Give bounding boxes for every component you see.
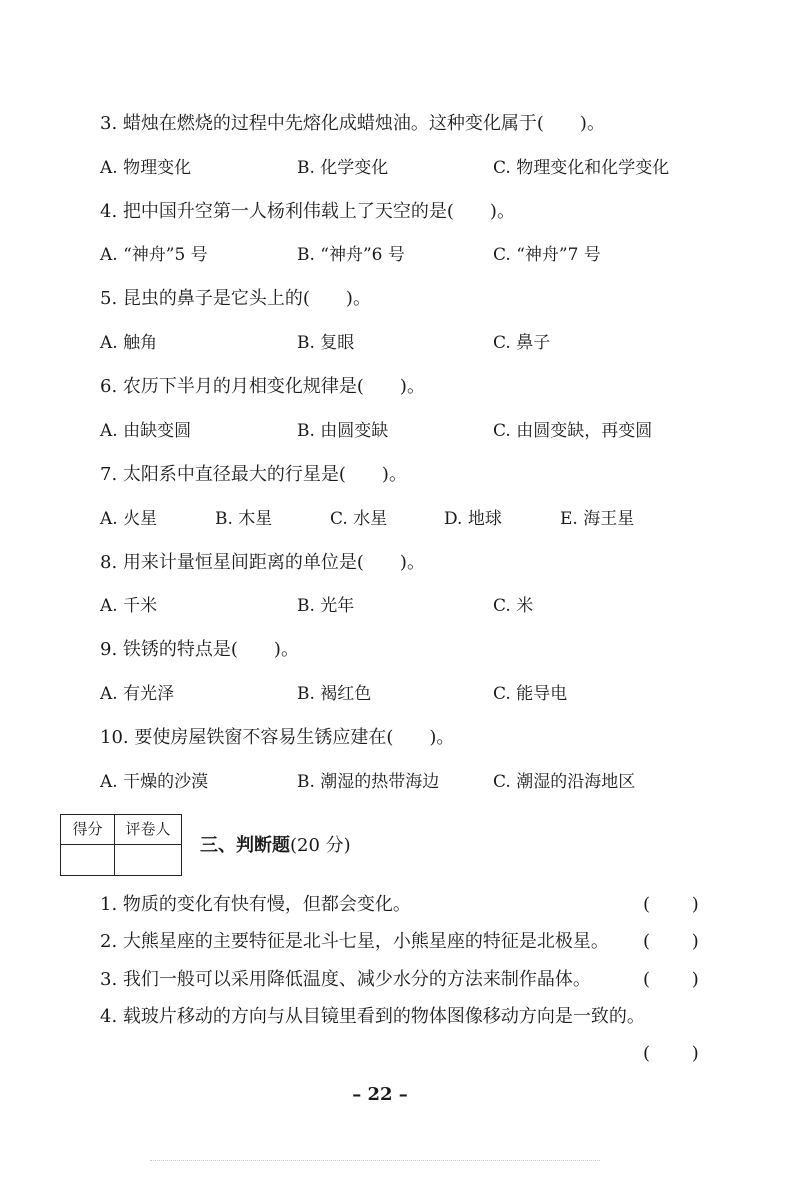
question-5: 5. 昆虫的鼻子是它头上的( )。 bbox=[100, 288, 371, 309]
question-10: 10. 要使房屋铁窗不容易生锈应建在( )。 bbox=[100, 727, 455, 748]
question-3-option-a: A. 物理变化 bbox=[100, 158, 192, 178]
section-title bbox=[200, 834, 351, 858]
question-5-option-b: B. 复眼 bbox=[297, 333, 355, 353]
question-4-option-a: A. “神舟”5 号 bbox=[100, 245, 208, 265]
question-3: 3. 蜡烛在燃烧的过程中先熔化成蜡烛油。这种变化属于( )。 bbox=[100, 113, 605, 134]
question-4: 4. 把中国升空第一人杨利伟载上了天空的是( )。 bbox=[100, 201, 515, 222]
question-7-option-a: A. 火星 bbox=[100, 509, 158, 529]
question-8-option-c: C. 米 bbox=[493, 596, 534, 616]
page-number: – 22 – bbox=[352, 1084, 408, 1105]
question-4-option-b: B. “神舟”6 号 bbox=[297, 245, 405, 265]
question-6: 6. 农历下半月的月相变化规律是( )。 bbox=[100, 376, 425, 397]
judgment-4: 4. 载玻片移动的方向与从目镜里看到的物体图像移动方向是一致的。 bbox=[100, 1006, 645, 1027]
question-8-option-b: B. 光年 bbox=[297, 596, 355, 616]
judgment-3: 3. 我们一般可以采用降低温度、减少水分的方法来制作晶体。 bbox=[100, 969, 591, 990]
question-9-option-b: B. 褐红色 bbox=[297, 684, 372, 704]
question-6-option-b: B. 由圆变缺 bbox=[297, 421, 389, 441]
reviewer-cell[interactable] bbox=[115, 845, 181, 875]
question-4-option-c: C. “神舟”7 号 bbox=[493, 245, 601, 265]
bleed-through-artifact bbox=[150, 1160, 600, 1177]
section-title-text: 三、判断题 bbox=[200, 835, 290, 856]
section-score: (20 分) bbox=[290, 835, 351, 856]
judgment-1-answer[interactable]: ( ) bbox=[643, 894, 699, 915]
judgment-3-answer[interactable]: ( ) bbox=[643, 969, 699, 990]
question-10-option-a: A. 干燥的沙漠 bbox=[100, 772, 209, 792]
question-8: 8. 用来计量恒星间距离的单位是( )。 bbox=[100, 552, 425, 573]
judgment-2: 2. 大熊星座的主要特征是北斗七星，小熊星座的特征是北极星。 bbox=[100, 931, 609, 952]
judgment-2-answer[interactable]: ( ) bbox=[643, 931, 699, 952]
question-3-option-b: B. 化学变化 bbox=[297, 158, 389, 178]
judgment-1: 1. 物质的变化有快有慢，但都会变化。 bbox=[100, 894, 411, 915]
score-table bbox=[60, 814, 182, 876]
reviewer-label: 评卷人 bbox=[115, 815, 181, 845]
question-5-option-c: C. 鼻子 bbox=[493, 333, 551, 353]
question-7-option-e: E. 海王星 bbox=[560, 509, 635, 529]
question-7-option-d: D. 地球 bbox=[444, 509, 502, 529]
question-3-option-c: C. 物理变化和化学变化 bbox=[493, 158, 670, 178]
judgment-4-answer[interactable]: ( ) bbox=[643, 1043, 699, 1064]
question-9: 9. 铁锈的特点是( )。 bbox=[100, 639, 299, 660]
score-cell[interactable] bbox=[61, 845, 115, 875]
score-label: 得分 bbox=[61, 815, 115, 845]
question-7-option-c: C. 水星 bbox=[330, 509, 388, 529]
question-10-option-c: C. 潮湿的沿海地区 bbox=[493, 772, 636, 792]
question-6-option-a: A. 由缺变圆 bbox=[100, 421, 192, 441]
question-6-option-c: C. 由圆变缺，再变圆 bbox=[493, 421, 653, 441]
question-7-option-b: B. 木星 bbox=[215, 509, 273, 529]
question-9-option-a: A. 有光泽 bbox=[100, 684, 175, 704]
question-9-option-c: C. 能导电 bbox=[493, 684, 568, 704]
question-7: 7. 太阳系中直径最大的行星是( )。 bbox=[100, 464, 407, 485]
question-8-option-a: A. 千米 bbox=[100, 596, 158, 616]
question-10-option-b: B. 潮湿的热带海边 bbox=[297, 772, 440, 792]
question-5-option-a: A. 触角 bbox=[100, 333, 158, 353]
